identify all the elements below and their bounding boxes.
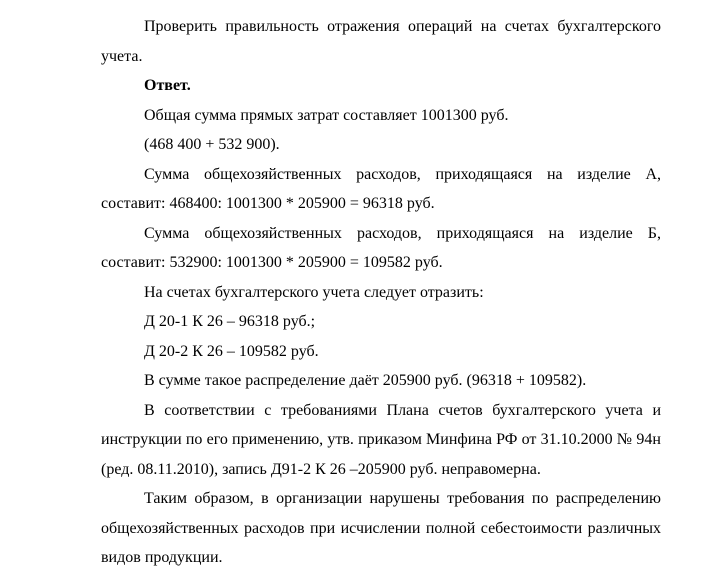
- overhead-product-a: Сумма общехозяйственных расходов, приходящаяся на изделие А, составит: 468400: 1001300 * 205900 = 96318 руб.: [101, 165, 661, 212]
- entry-20-1: Д 20-1 К 26 – 96318 руб.;: [144, 313, 316, 330]
- conclusion: Таким образом, в организации нарушены требования по распределению общехозяйственных расходов при исчислении полной себестоимости различных видов продукции.: [101, 490, 661, 566]
- direct-costs-breakdown: (468 400 + 532 900).: [144, 136, 280, 153]
- entries-intro: На счетах бухгалтерского учета следует отразить:: [144, 283, 484, 301]
- task-text: Проверить правильность отражения операций на счетах бухгалтерского учета.: [101, 18, 661, 65]
- distribution-total: В сумме такое распределение даёт 205900 руб. (96318 + 109582).: [144, 372, 587, 389]
- answer-heading: Ответ.: [144, 77, 191, 94]
- overhead-product-b: Сумма общехозяйственных расходов, приходящаяся на изделие Б, составит: 532900: 1001300 * 205900 = 109582 руб.: [101, 224, 661, 271]
- entry-20-2: Д 20-2 К 26 – 109582 руб.: [144, 342, 319, 360]
- regulation-note: В соответствии с требованиями Плана счетов бухгалтерского учета и инструкции по его применению, утв. приказом Минфина РФ от 31.10.2000 № 94н (ред. 08.11.2010), запись Д91-2 К 26 –205900 руб. неправомерна.: [101, 401, 661, 478]
- direct-costs-total: Общая сумма прямых затрат составляет 1001300 руб.: [144, 106, 509, 124]
